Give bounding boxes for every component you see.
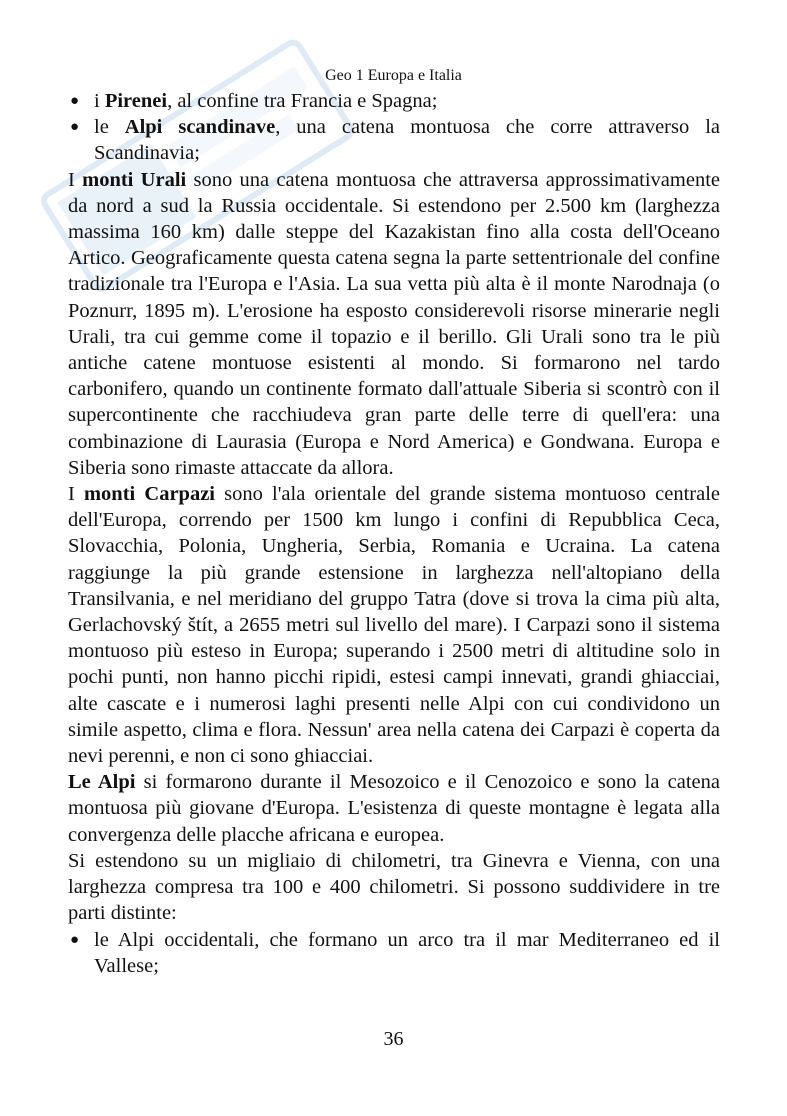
term-urali: monti Urali [82,168,187,191]
bullet-icon: ● [70,119,80,136]
page-content [68,88,720,979]
paragraph-urali: I monti Urali sono una catena montuosa che attraversa approssimativamente da nord a sud la Russia occidentale. Si estendono per 2.500 km (larghezza massima 160 km) dalle steppe del Kazakistan fino alla costa dell'Oceano Artico. Geograficamente questa catena segna la parte settentrionale del confine tradizionale tra l'Europa e l'Asia. La sua vetta più alta è il monte Narodnaja (o Poznurr, 1895 m). L'erosione ha esposto considerevoli risorse minerarie negli Urali, tra cui gemme come il topazio e il berillo. Gli Urali sono tra le più antiche catene montuose esistenti al mondo. Si formarono nel tardo carbonifero, quando un continente formato dall'attuale Siberia si scontrò con il supercontinente che racchiudeva gran parte delle terre di quell'era: una combinazione di Laurasia (Europa e Nord America) e Gondwana. Europa e Siberia sono rimaste attaccate da allora. [68,168,720,479]
bullet-icon: ● [70,931,80,948]
paragraph-alpi: Le Alpi si formarono durante il Mesozoico e il Cenozoico e sono la catena montuosa più giovane d'Europa. L'esistenza di queste montagne è legata alla convergenza delle placche africana e europea. [68,771,721,846]
term-carpazi: monti Carpazi [83,483,215,506]
list-item: ● le Alpi occidentali, che formano un arco tra il mar Mediterraneo ed il Vallese; [70,928,720,977]
term-alpi: Le Alpi [68,771,136,794]
page-number: 36 [383,1028,404,1050]
list-item: ● le Alpi scandinave, una catena montuosa che corre attraverso la Scandinavia; [70,116,720,165]
bullet-icon: ● [70,93,80,109]
page-header: Geo 1 Europa e Italia [325,67,462,84]
paragraph-estensione: Si estendono su un migliaio di chilometri, tra Ginevra e Vienna, con una larghezza compresa tra 100 e 400 chilometri. Si possono suddividere in tre parti distinte: [68,849,720,925]
paragraph-carpazi: I monti Carpazi sono l'ala orientale del grande sistema montuoso centrale dell'Europa, correndo per 1500 km lungo i confini di Repubblica Ceca, Slovacchia, Polonia, Ungheria, Serbia, Romania e Ucraina. La catena raggiunge la più grande estensione in larghezza nell'altopiano della Transilvania, e nel meridiano del gruppo Tatra (dove si trova la cima più alta, Gerlachovský štít, a 2655 metri sul livello del mare). I Carpazi sono il sistema montuoso più esteso in Europa; superando i 2500 metri di altitudine solo in pochi punti, non hanno picchi ripidi, estesi campi innevati, grandi ghiacciai, alte cascate e i numerosi laghi presenti nelle Alpi con cui condividono un simile aspetto, clima e flora. Nessun' area nella catena dei Carpazi è coperta da nevi perenni, e non ci sono ghiacciai. [68,483,720,768]
list-item: ● i Pirenei, al confine tra Francia e Spagna; [68,88,720,114]
